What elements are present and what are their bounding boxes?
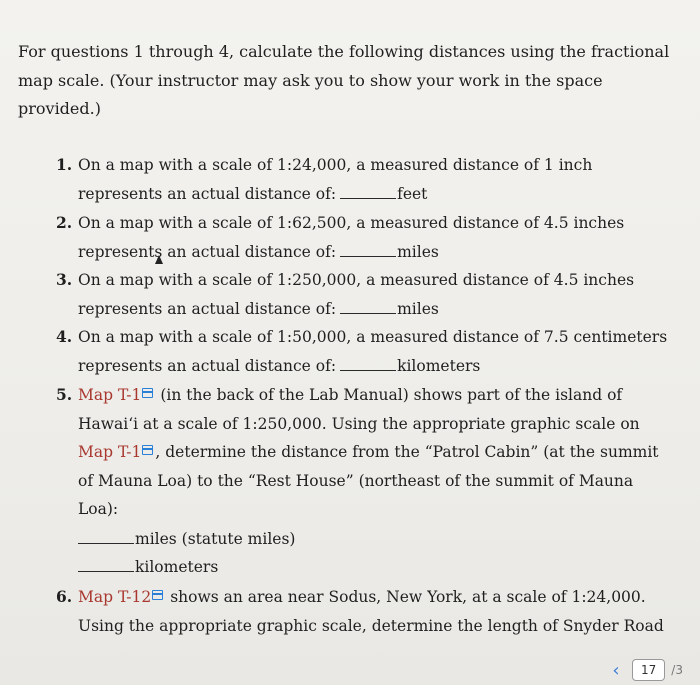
external-link-icon[interactable]: [152, 590, 163, 600]
current-page-number[interactable]: 17: [632, 659, 665, 681]
page-total: /3: [671, 663, 683, 677]
question-text: represents an actual distance of:: [78, 356, 337, 375]
answer-unit: kilometers: [397, 356, 481, 375]
instructions-paragraph: [18, 38, 678, 124]
question-number: 4.: [56, 327, 73, 346]
question-text: On a map with a scale of 1:24,000, a measured distance of 1 inch: [78, 156, 593, 174]
map-t1-link[interactable]: Map T-1: [78, 386, 142, 404]
question-text: shows an area near Sodus, New York, at a scale of 1:24,000.: [170, 588, 646, 606]
question-text: (in the back of the Lab Manual) shows part of the island of: [160, 386, 623, 404]
answer-unit: feet: [397, 184, 428, 203]
cut-off-text-line: [80, 640, 620, 656]
answer-unit: miles: [397, 299, 439, 318]
page-navigator: [606, 655, 700, 685]
answer-blank[interactable]: [340, 184, 396, 199]
question-text: represents an actual distance of:: [78, 299, 337, 318]
answer-blank[interactable]: [340, 356, 396, 371]
mouse-cursor-icon: [155, 255, 163, 264]
question-number: 3.: [56, 270, 73, 289]
question-number: 5.: [56, 385, 73, 404]
answer-blank[interactable]: [78, 529, 134, 544]
question-text: Loa):: [78, 500, 119, 518]
answer-unit: miles (statute miles): [135, 529, 296, 548]
answer-unit: miles: [397, 242, 439, 261]
question-text: represents an actual distance of:: [78, 184, 337, 203]
question-text: represents an actual distance of:: [78, 242, 337, 261]
question-text: On a map with a scale of 1:62,500, a measured distance of 4.5 inches: [78, 214, 625, 232]
question-text: On a map with a scale of 1:50,000, a measured distance of 7.5 centimeters: [78, 328, 668, 346]
question-text: Hawai‘i at a scale of 1:250,000. Using the appropriate graphic scale on: [78, 414, 640, 433]
question-number: 2.: [56, 213, 73, 232]
map-t12-link[interactable]: Map T-12: [78, 588, 152, 606]
map-t1-link[interactable]: Map T-1: [78, 443, 142, 461]
answer-blank[interactable]: [78, 557, 134, 572]
question-text: , determine the distance from the “Patrol Cabin” (at the summit: [155, 443, 659, 461]
instructions-line: map scale. (Your instructor may ask you to show your work in the space: [18, 70, 603, 90]
instructions-line: provided.): [18, 99, 101, 118]
answer-unit: kilometers: [135, 558, 219, 576]
answer-blank[interactable]: [340, 299, 396, 314]
question-number: 6.: [56, 587, 73, 606]
instructions-line: For questions 1 through 4, calculate the following distances using the fractional: [18, 42, 670, 61]
question-number: 1.: [56, 155, 73, 174]
external-link-icon[interactable]: [142, 388, 153, 398]
answer-blank[interactable]: [340, 242, 396, 257]
question-text: of Mauna Loa) to the “Rest House” (northeast of the summit of Mauna: [78, 471, 634, 490]
external-link-icon[interactable]: [142, 445, 153, 455]
previous-page-icon[interactable]: ‹: [612, 659, 620, 681]
question-text: On a map with a scale of 1:250,000, a measured distance of 4.5 inches: [78, 271, 635, 289]
question-text: Using the appropriate graphic scale, determine the length of Snyder Road: [78, 616, 664, 635]
